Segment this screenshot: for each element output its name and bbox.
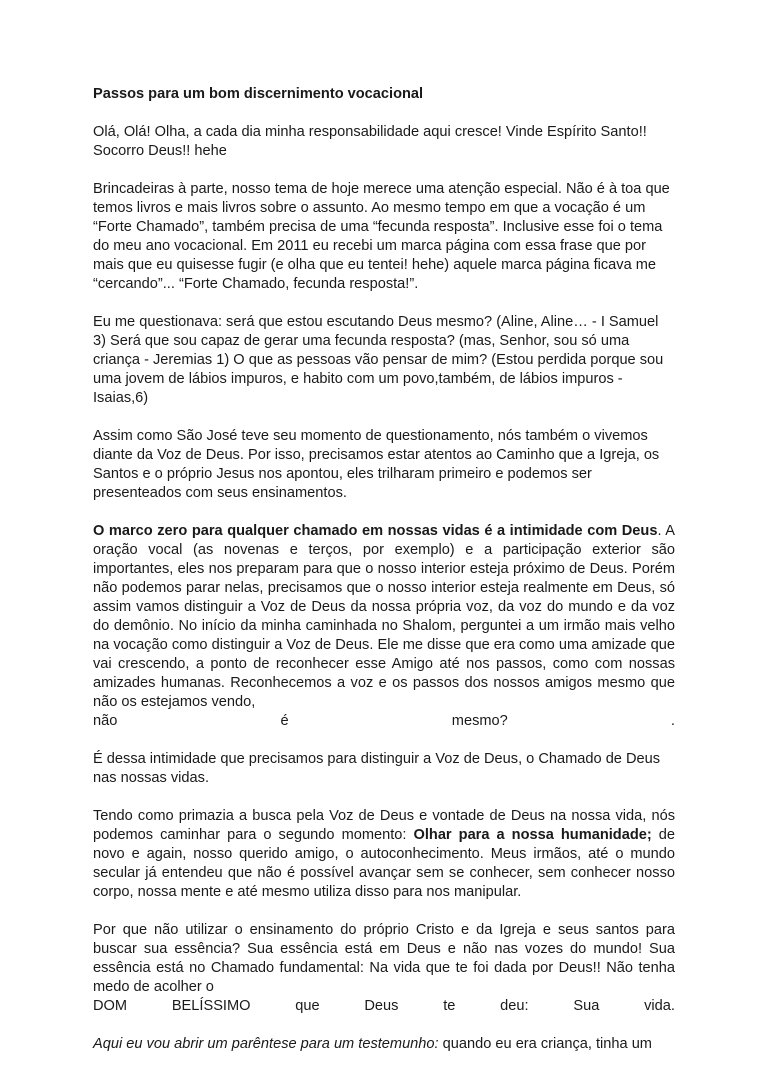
word: é — [280, 713, 289, 729]
document-title: Passos para um bom discernimento vocacional — [93, 86, 424, 102]
word: BELÍSSIMO — [171, 998, 251, 1014]
paragraph-sao-jose: Assim como São José teve seu momento de questionamento, nós também o vivemos diante da Voz de Deus. Por isso, precisamos estar atentos ao Caminho que a Igreja, os Santos e o próprio Jesus nos apontou, eles trilharam primeiro e podemos ser presenteados com seus ensinamentos. — [93, 428, 660, 501]
word: te — [443, 998, 456, 1014]
bold-marco-zero: O marco zero para qualquer chamado em nossas vidas é a intimidade com Deus — [93, 523, 658, 539]
italic-parentese: Aqui eu vou abrir um parêntese para um testemunho: — [93, 1036, 439, 1052]
paragraph-essencia — [93, 921, 675, 1016]
paragraph-distinguir: É dessa intimidade que precisamos para distinguir a Voz de Deus, o Chamado de Deus nas nossas vidas. — [93, 751, 661, 786]
word: que — [295, 998, 320, 1014]
paragraph-humanidade — [93, 807, 675, 902]
document-body — [93, 85, 675, 1073]
paragraph-intimidade-text: . A oração vocal (as novenas e terços, por exemplo) e a participação exterior são importantes, eles nos preparam para que o nosso interior esteja próximo de Deus. Porém não podemos parar nelas, precisamos que o nosso interior esteja realmente em Deus, só assim vamos distinguir a Voz de Deus da nossa própria voz, da voz do mundo e da voz do demônio. No início da minha caminhada no Shalom, perguntei a um irmão mais velho na vocação como distinguir a Voz de Deus. Ele me disse que era como uma amizade que vai crescendo, a ponto de reconhecer esse Amigo até nos passos, como com nossas amizades humanas. Reconhecemos a voz e os passos dos nossos amigos mesmo que não os estejamos vendo, — [93, 523, 676, 710]
bold-olhar-humanidade: Olhar para a nossa humanidade; — [413, 827, 652, 843]
paragraph-intimidade — [93, 522, 675, 731]
justified-last-line — [93, 997, 675, 1016]
justified-last-line — [93, 712, 675, 731]
word: . — [670, 713, 675, 729]
paragraph-testemunho-text: quando eu era criança, tinha um — [438, 1036, 652, 1052]
word: Deus — [364, 998, 399, 1014]
paragraph-questions: Eu me questionava: será que estou escutando Deus mesmo? (Aline, Aline… - I Samuel 3) Será que sou capaz de gerar uma fecunda resposta? (mas, Senhor, sou só uma criança - Jeremias 1) O que as pessoas vão pensar de mim? (Estou perdida porque sou uma jovem de lábios impuros, e habito com um povo,também, de lábios impuros - Isaias,6) — [93, 314, 664, 406]
word: DOM — [93, 998, 128, 1014]
paragraph-greeting: Olá, Olá! Olha, a cada dia minha responsabilidade aqui cresce! Vinde Espírito Santo!! Socorro Deus!! hehe — [93, 124, 647, 159]
paragraph-essencia-text: Por que não utilizar o ensinamento do próprio Cristo e da Igreja e seus santos para buscar sua essência? Sua essência está em Deus e não nas vozes do mundo! Sua essência está no Chamado fundamental: Na vida que te foi dada por Deus!! Não tenha medo de acolher o — [93, 922, 675, 995]
paragraph-humanidade-lead: Tendo como primazia a busca pela Voz de Deus e vontade de Deus na nossa vida, nós podemos caminhar para o segundo momento: — [93, 808, 675, 843]
word: deu: — [500, 998, 529, 1014]
word: mesmo? — [451, 713, 508, 729]
word: Sua — [573, 998, 600, 1014]
paragraph-humanidade-text: de novo e again, nosso querido amigo, o autoconhecimento. Meus irmãos, até o mundo secular já entendeu que não é possível avançar sem se conhecer, sem conhecer nosso corpo, nossa mente e até mesmo utiliza disso para nos manipular. — [93, 827, 675, 900]
paragraph-testemunho — [93, 1035, 675, 1054]
word: não — [93, 713, 118, 729]
paragraph-intro: Brincadeiras à parte, nosso tema de hoje merece uma atenção especial. Não é à toa que temos livros e mais livros sobre o assunto. Ao mesmo tempo em que a vocação é um “Forte Chamado”, também precisa de uma “fecunda resposta”. Inclusive esse foi o tema do meu ano vocacional. Em 2011 eu recebi um marca página com essa frase que por mais que eu quisesse fugir (e olha que eu tentei! hehe) aquele marca página ficava me “cercando”... “Forte Chamado, fecunda resposta!”. — [93, 181, 670, 292]
word: vida. — [644, 998, 675, 1014]
